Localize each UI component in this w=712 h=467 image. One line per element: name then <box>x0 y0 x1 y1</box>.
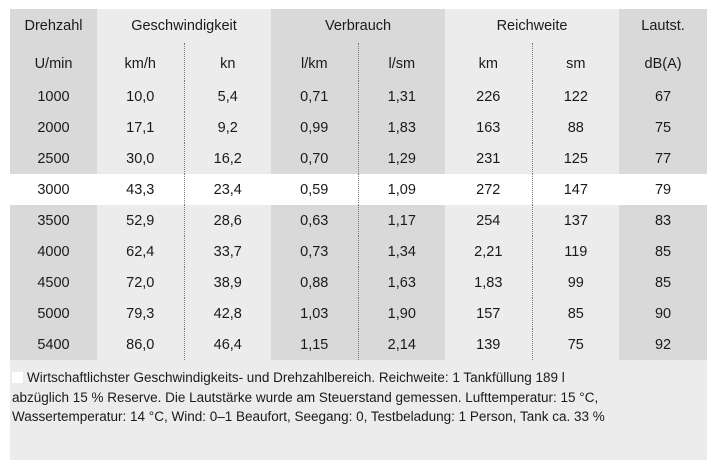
table-cell: 272 <box>445 174 532 205</box>
table-cell: 33,7 <box>184 236 271 267</box>
table-row <box>10 329 707 360</box>
footnote-text: Wirtschaftlichster Geschwindigkeits- und Drehzahlbereich. Reichweite: 1 Tankfüllung 189 l <box>27 370 565 385</box>
table-cell: 9,2 <box>184 112 271 143</box>
table-cell: 43,3 <box>97 174 184 205</box>
table-cell: 1,03 <box>271 298 358 329</box>
table-row <box>10 81 707 112</box>
table-cell: 52,9 <box>97 205 184 236</box>
table-row-highlighted <box>10 174 707 205</box>
table-cell: 72,0 <box>97 267 184 298</box>
table-cell: 1,83 <box>445 267 532 298</box>
table-cell: 62,4 <box>97 236 184 267</box>
unit-cell: U/min <box>10 43 97 81</box>
table-cell: 1,63 <box>358 267 445 298</box>
table-cell: 5000 <box>10 298 97 329</box>
table-cell: 0,71 <box>271 81 358 112</box>
header-reichweite: Reichweite <box>445 9 619 43</box>
table-cell: 30,0 <box>97 143 184 174</box>
header-geschwindigkeit: Geschwindigkeit <box>97 9 271 43</box>
table-cell: 46,4 <box>184 329 271 360</box>
unit-cell: km <box>445 43 532 81</box>
table-cell: 122 <box>532 81 619 112</box>
table-cell: 16,2 <box>184 143 271 174</box>
unit-cell: sm <box>532 43 619 81</box>
table-cell: 1,15 <box>271 329 358 360</box>
footnote-line <box>12 368 702 388</box>
table-cell: 85 <box>619 267 707 298</box>
table-cell: 42,8 <box>184 298 271 329</box>
table-cell: 10,0 <box>97 81 184 112</box>
table-cell: 79 <box>619 174 707 205</box>
header-verbrauch: Verbrauch <box>271 9 445 43</box>
header-drehzahl: Drehzahl <box>10 9 97 43</box>
table-cell: 1,90 <box>358 298 445 329</box>
footnote-line: abzüglich 15 % Reserve. Die Lautstärke wurde am Steuerstand gemessen. Lufttemperatur: 15 °C, <box>12 389 599 405</box>
header-lautstaerke: Lautst. <box>619 9 707 43</box>
table-cell: 77 <box>619 143 707 174</box>
table-cell: 163 <box>445 112 532 143</box>
table-cell: 2,14 <box>358 329 445 360</box>
table-cell: 90 <box>619 298 707 329</box>
table-cell: 38,9 <box>184 267 271 298</box>
table-cell: 119 <box>532 236 619 267</box>
table-cell: 92 <box>619 329 707 360</box>
table-cell: 0,73 <box>271 236 358 267</box>
table-cell: 17,1 <box>97 112 184 143</box>
table-cell: 5400 <box>10 329 97 360</box>
table-cell: 85 <box>619 236 707 267</box>
table-cell: 1000 <box>10 81 97 112</box>
table-cell: 0,59 <box>271 174 358 205</box>
table-cell: 88 <box>532 112 619 143</box>
table-cell: 2000 <box>10 112 97 143</box>
table-row <box>10 112 707 143</box>
table-row <box>10 298 707 329</box>
table-cell: 23,4 <box>184 174 271 205</box>
table-cell: 83 <box>619 205 707 236</box>
table-row <box>10 267 707 298</box>
table-cell: 99 <box>532 267 619 298</box>
table-cell: 67 <box>619 81 707 112</box>
table-row <box>10 143 707 174</box>
table-cell: 0,63 <box>271 205 358 236</box>
unit-cell: l/km <box>271 43 358 81</box>
footnote <box>12 368 702 427</box>
table-cell: 4500 <box>10 267 97 298</box>
table-cell: 2,21 <box>445 236 532 267</box>
table-cell: 75 <box>619 112 707 143</box>
table-cell: 0,99 <box>271 112 358 143</box>
table-cell: 79,3 <box>97 298 184 329</box>
table-cell: 3500 <box>10 205 97 236</box>
footnote-line: Wassertemperatur: 14 °C, Wind: 0–1 Beaufort, Seegang: 0, Testbeladung: 1 Person, Tank ca. 33 % <box>12 409 605 424</box>
table-cell: 75 <box>532 329 619 360</box>
table-cell: 254 <box>445 205 532 236</box>
table-cell: 1,17 <box>358 205 445 236</box>
table-cell: 2500 <box>10 143 97 174</box>
table-cell: 0,88 <box>271 267 358 298</box>
unit-cell: km/h <box>97 43 184 81</box>
table-cell: 5,4 <box>184 81 271 112</box>
table-cell: 86,0 <box>97 329 184 360</box>
highlight-legend-swatch <box>12 372 23 383</box>
table-cell: 1,09 <box>358 174 445 205</box>
table-cell: 226 <box>445 81 532 112</box>
table-cell: 231 <box>445 143 532 174</box>
performance-table <box>10 9 707 360</box>
table-cell: 28,6 <box>184 205 271 236</box>
table-cell: 1,31 <box>358 81 445 112</box>
unit-cell: kn <box>184 43 271 81</box>
table-cell: 125 <box>532 143 619 174</box>
table-row <box>10 236 707 267</box>
unit-cell: dB(A) <box>619 43 707 81</box>
unit-cell: l/sm <box>358 43 445 81</box>
table-cell: 1,83 <box>358 112 445 143</box>
table-cell: 147 <box>532 174 619 205</box>
table-cell: 137 <box>532 205 619 236</box>
table-cell: 157 <box>445 298 532 329</box>
table-row <box>10 205 707 236</box>
table-cell: 1,34 <box>358 236 445 267</box>
table-cell: 0,70 <box>271 143 358 174</box>
table-cell: 85 <box>532 298 619 329</box>
unit-header-row <box>10 43 707 81</box>
table-cell: 4000 <box>10 236 97 267</box>
table-cell: 139 <box>445 329 532 360</box>
table-cell: 1,29 <box>358 143 445 174</box>
table-cell: 3000 <box>10 174 97 205</box>
group-header-row <box>10 9 707 43</box>
